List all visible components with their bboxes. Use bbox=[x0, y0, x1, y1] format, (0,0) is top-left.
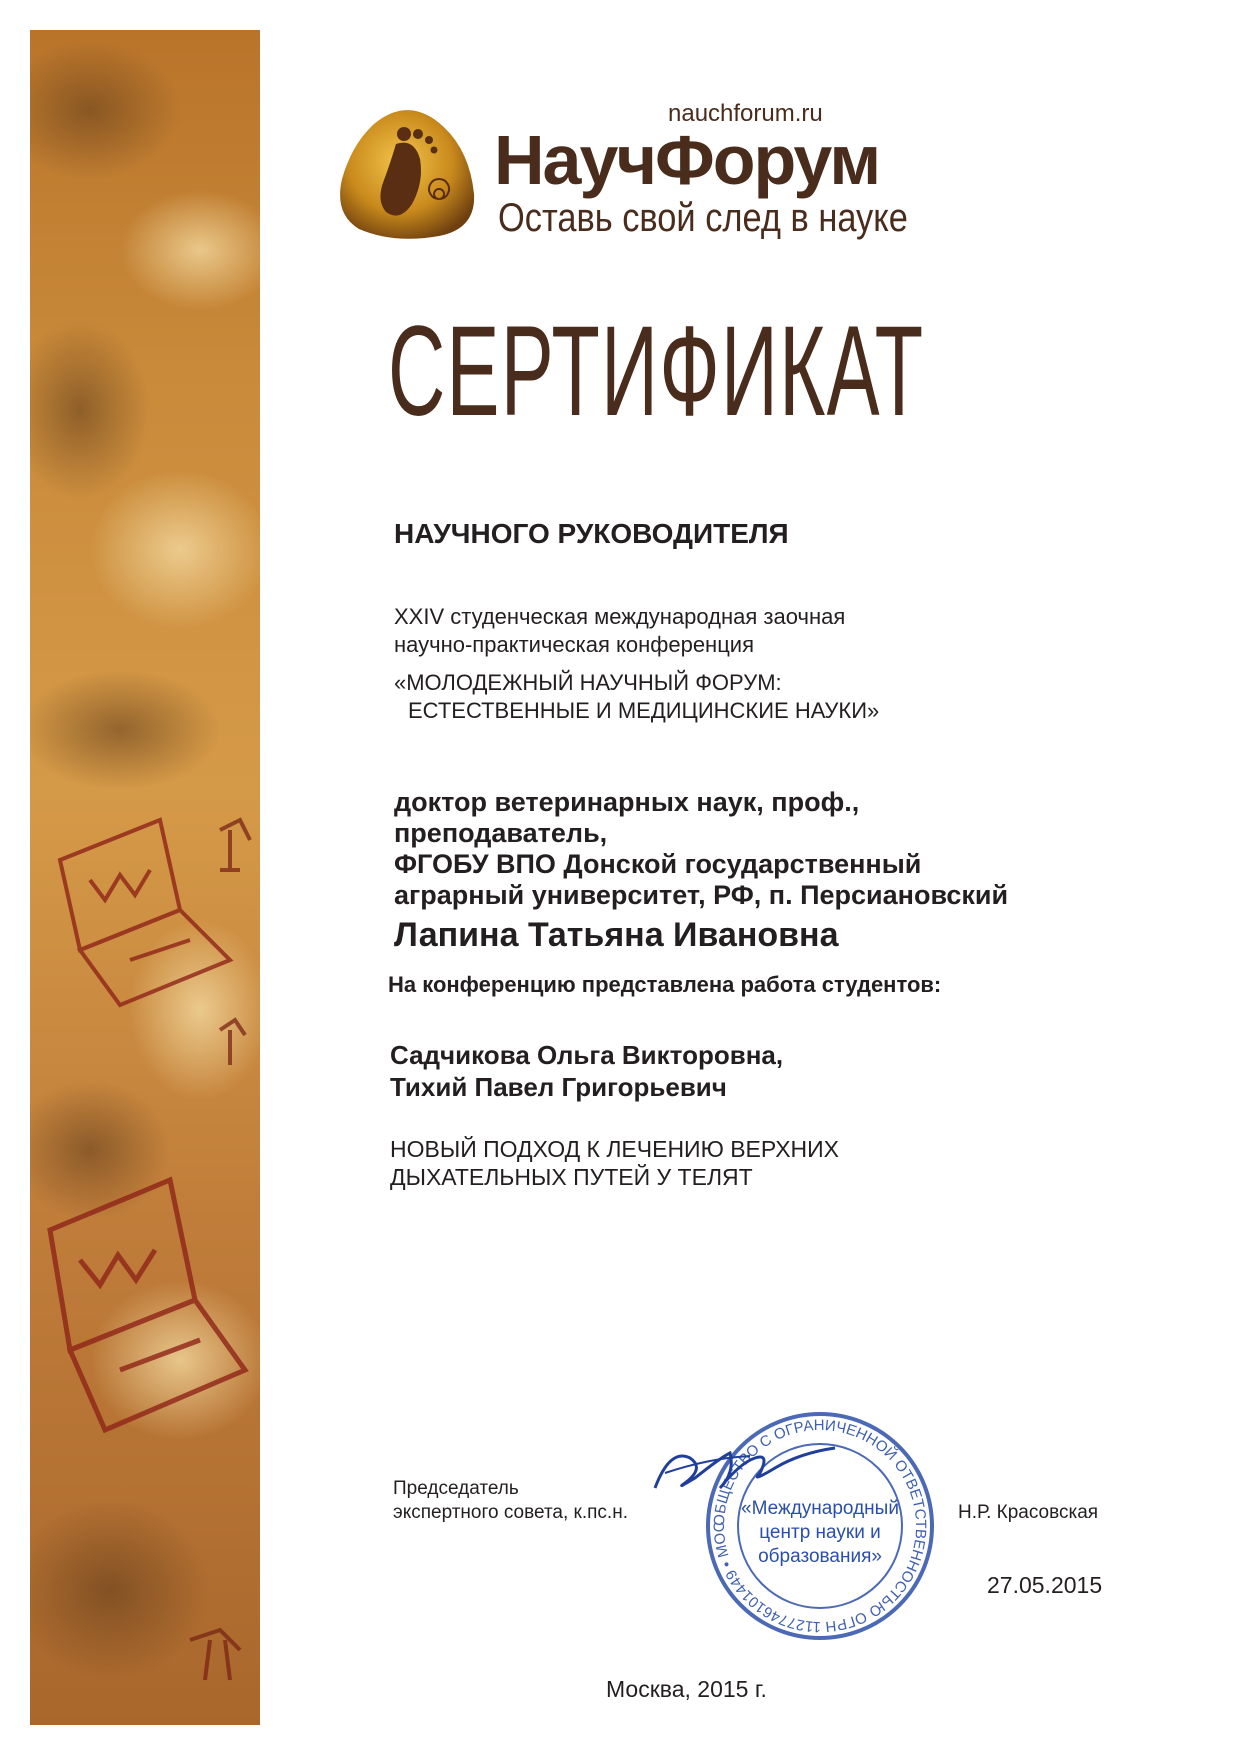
recipient-position: аграрный университет, РФ, п. Персиановский bbox=[394, 880, 1009, 910]
footprint-logo bbox=[334, 104, 484, 244]
recipient-name: Лапина Татьяна Ивановна bbox=[394, 916, 839, 954]
seal-outer-text: ОБЩЕСТВО С ОГРАНИЧЕННОЙ ОТВЕТСТВЕННОСТЬЮ ОГРН 1127746101449 • МОС bbox=[710, 1416, 930, 1636]
presented-label: На конференцию представлена работа студентов: bbox=[388, 972, 942, 997]
work-topic: НОВЫЙ ПОДХОД К ЛЕЧЕНИЮ ВЕРХНИХ bbox=[390, 1136, 840, 1162]
seal-inner-text: центр науки и bbox=[759, 1522, 881, 1543]
recipient-position: ФГОБУ ВПО Донской государственный bbox=[394, 849, 922, 879]
brand-name: НаучФорум bbox=[494, 121, 880, 199]
recipient-role: НАУЧНОГО РУКОВОДИТЕЛЯ bbox=[394, 518, 789, 549]
brand-slogan: Оставь свой след в науке bbox=[498, 196, 908, 240]
site-url: nauchforum.ru bbox=[668, 100, 823, 127]
conference-name: ЕСТЕСТВЕННЫЕ И МЕДИЦИНСКИЕ НАУКИ» bbox=[408, 698, 880, 723]
conference-line: научно-практическая конференция bbox=[394, 632, 755, 657]
seal-inner-text: образования» bbox=[758, 1546, 882, 1567]
work-topic: ДЫХАТЕЛЬНЫХ ПУТЕЙ У ТЕЛЯТ bbox=[390, 1164, 753, 1190]
recipient-position: преподаватель, bbox=[394, 818, 608, 848]
conference-name: «МОЛОДЕЖНЫЙ НАУЧНЫЙ ФОРУМ: bbox=[394, 670, 782, 695]
student-name: Садчикова Ольга Викторовна, bbox=[390, 1040, 784, 1070]
handwritten-signature bbox=[650, 1428, 840, 1508]
certificate-title: СЕРТИФИКАТ bbox=[388, 300, 925, 443]
chair-title: Председатель bbox=[393, 1478, 519, 1499]
conference-line: XXIV студенческая международная заочная bbox=[394, 604, 846, 629]
issue-place: Москва, 2015 г. bbox=[606, 1676, 767, 1702]
student-name: Тихий Павел Григорьевич bbox=[390, 1072, 727, 1102]
rock-art-decoration-strip bbox=[30, 30, 260, 1725]
issue-date: 27.05.2015 bbox=[987, 1572, 1103, 1598]
seal-inner-text: «Международный bbox=[741, 1498, 899, 1519]
signer-name: Н.Р. Красовская bbox=[958, 1502, 1099, 1523]
recipient-position: доктор ветеринарных наук, проф., bbox=[394, 787, 860, 817]
chair-title: экспертного совета, к.пс.н. bbox=[393, 1502, 628, 1523]
